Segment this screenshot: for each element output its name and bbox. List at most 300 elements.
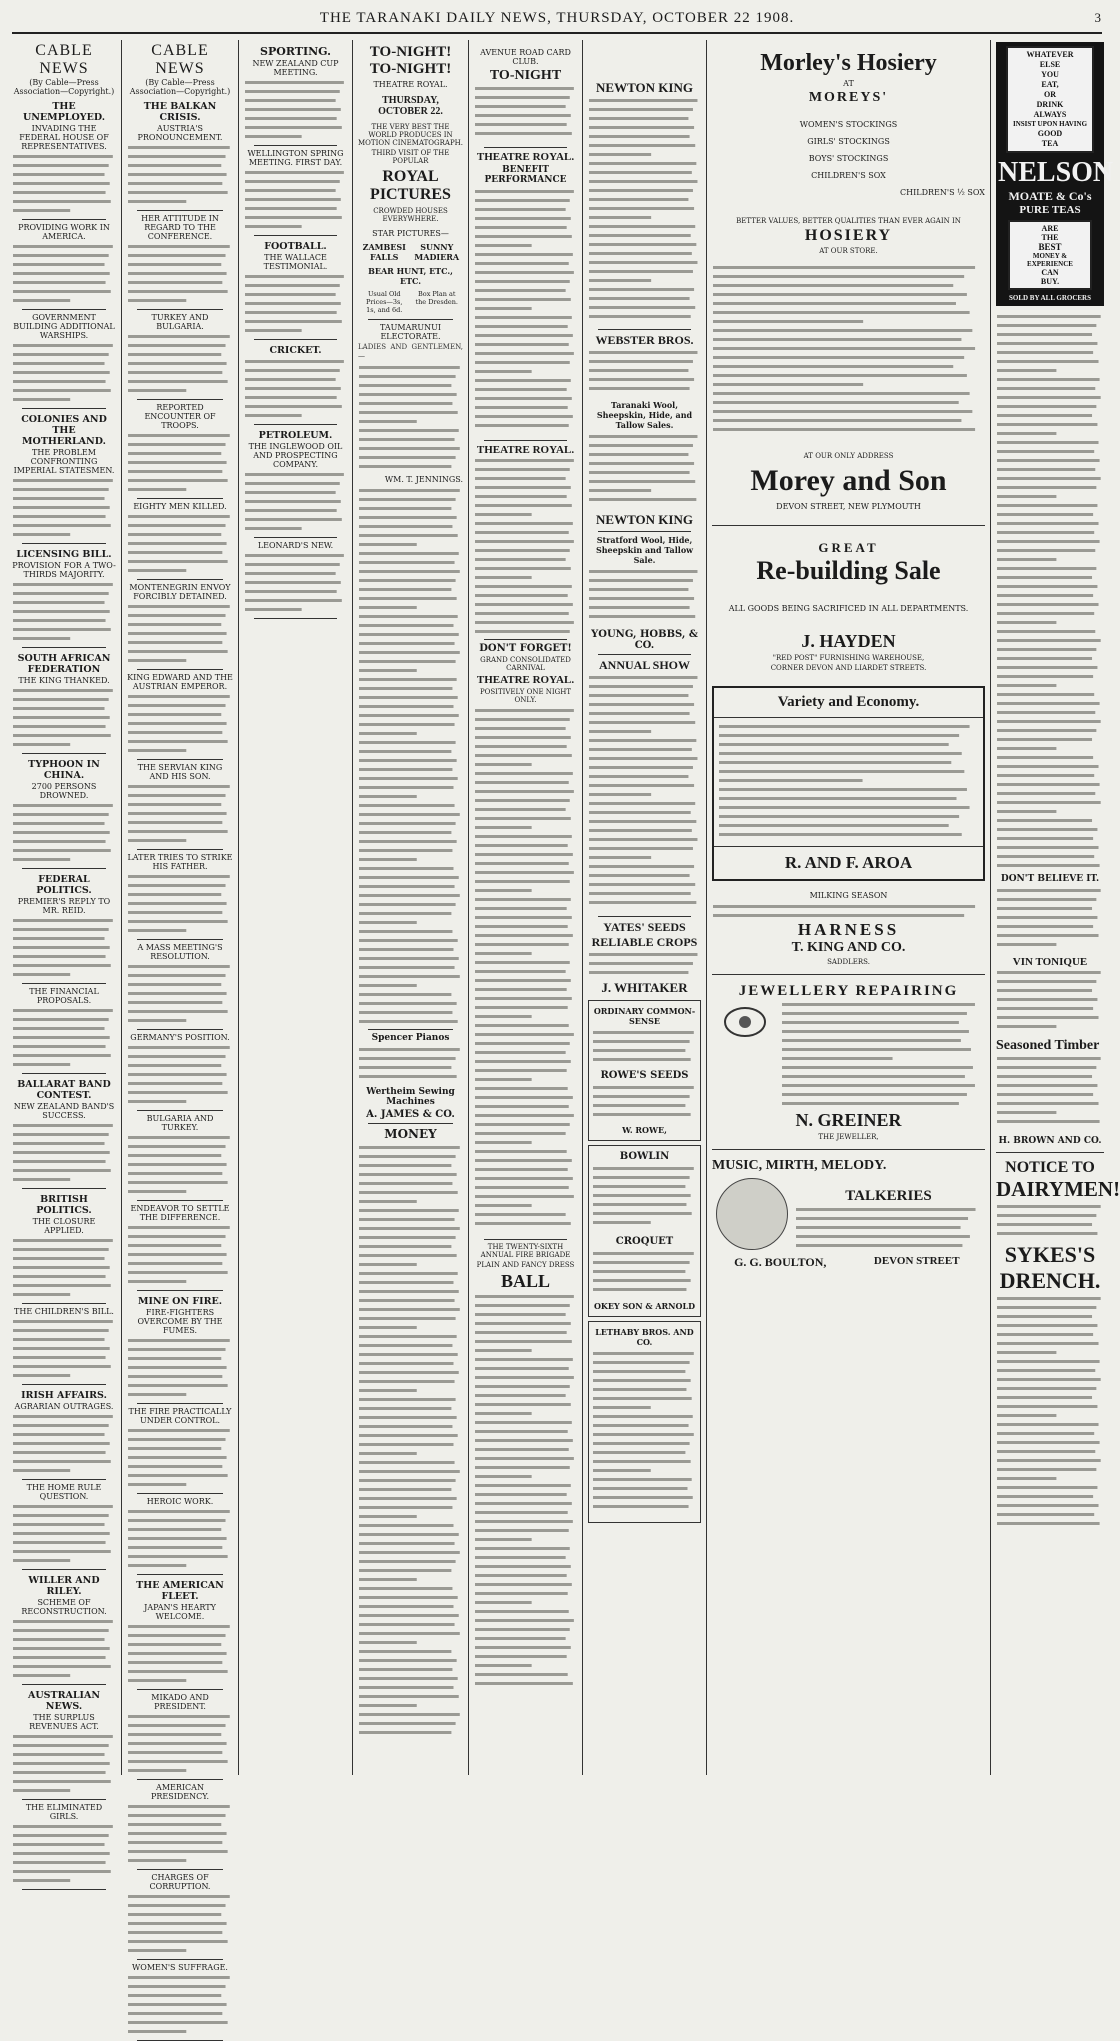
- filler-text: [358, 1143, 463, 1743]
- whatever-text: OR: [1044, 90, 1056, 99]
- article-body: [12, 1502, 116, 1566]
- text-texture: [592, 1164, 697, 1234]
- text-texture: [996, 312, 1104, 872]
- article-body: [12, 1822, 116, 1886]
- filler-text: [996, 1054, 1104, 1134]
- money-heading: MONEY: [384, 1127, 437, 1141]
- section-rule: [137, 759, 223, 760]
- jewellery-body: [712, 1000, 985, 1110]
- section-subheading: JAPAN'S HEARTY WELCOME.: [144, 1603, 216, 1621]
- reliable-crops: RELIABLE CROPS: [591, 935, 698, 949]
- article-body: [12, 686, 116, 750]
- corner-devon: CORNER DEVON AND LIARDET STREETS.: [770, 664, 927, 672]
- section-subheading: LEONARD'S NEW.: [257, 541, 334, 550]
- section-subheading: FIRE-FIGHTERS OVERCOME BY THE FUMES.: [137, 1308, 223, 1335]
- text-texture: [127, 602, 233, 666]
- spencer-pianos: Spencer Pianos: [371, 1033, 450, 1043]
- article-body: [127, 1507, 233, 1571]
- moreys: MOREYS': [808, 90, 889, 105]
- best-text: ARE: [1041, 224, 1059, 233]
- section-rule: [254, 424, 337, 425]
- section-subheading: ENDEAVOR TO SETTLE THE DIFFERENCE.: [130, 1204, 230, 1222]
- filler-text: [795, 1205, 982, 1255]
- text-texture: [127, 962, 233, 1026]
- text-texture: [996, 886, 1104, 956]
- article-body: [127, 782, 233, 846]
- column-header: CABLE NEWS: [35, 42, 93, 77]
- text-texture: [12, 1732, 116, 1796]
- filler-text: [474, 1292, 577, 1692]
- section-subheading: THE INGLEWOOD OIL AND PROSPECTING COMPANY.: [248, 442, 343, 469]
- ball-heading: BALL: [500, 1271, 551, 1291]
- section-rule: [22, 1889, 106, 1890]
- nelson-brand: NELSON: [998, 157, 1114, 188]
- best-box: [1008, 220, 1092, 290]
- section-rule: [22, 1479, 106, 1480]
- section-heading: TYPHOON IN CHINA.: [28, 759, 100, 781]
- text-texture: [127, 1223, 233, 1287]
- red-post: "RED POST" FURNISHING WAREHOUSE,: [772, 654, 925, 662]
- all-goods: ALL GOODS BEING SACRIFICED IN ALL DEPARTMENTS.: [728, 604, 969, 613]
- boulton: G. G. BOULTON,: [734, 1255, 827, 1269]
- filler-text: [588, 432, 701, 512]
- whatever-text: ELSE: [1039, 60, 1061, 69]
- section-subheading: PROVIDING WORK IN AMERICA.: [18, 223, 110, 241]
- hosiery-heading: HOSIERY: [804, 227, 893, 244]
- filler-text: [996, 1294, 1104, 1534]
- whatever-text: WHATEVER: [1026, 50, 1074, 59]
- text-texture: [781, 1000, 982, 1110]
- article-body: [12, 580, 116, 644]
- filler-text: [712, 902, 985, 920]
- article-body: [127, 602, 233, 666]
- whatever-text: ALWAYS: [1033, 110, 1067, 119]
- masthead: [12, 10, 1102, 34]
- t-king-and-co: T. KING AND CO.: [791, 940, 906, 955]
- section-rule: [22, 868, 106, 869]
- section-rule: [22, 1684, 106, 1685]
- tonight-text: TO-NIGHT: [489, 68, 562, 83]
- section-rule: [22, 408, 106, 409]
- annual-show: ANNUAL SHOW: [598, 658, 690, 672]
- filler-text: [588, 96, 701, 326]
- picture-item: BEAR HUNT, ETC., ETC.: [368, 266, 453, 286]
- filler-text: [358, 486, 463, 1026]
- section-rule: [22, 647, 106, 648]
- section-subheading: THE SURPLUS REVENUES ACT.: [29, 1713, 99, 1731]
- article-body: [127, 1622, 233, 1686]
- section-rule: [137, 210, 223, 211]
- text-texture: [358, 486, 463, 1026]
- section-rule: [22, 309, 106, 310]
- section-subheading: PROVISION FOR A TWO-THIRDS MAJORITY.: [12, 561, 116, 579]
- newton-king: NEWTON KING: [596, 512, 693, 527]
- text-texture: [12, 341, 116, 405]
- box-plan: Box Plan at the Dresden.: [415, 290, 458, 306]
- column-entertainments: [470, 40, 581, 1775]
- the-jeweller: THE JEWELLER,: [818, 1133, 879, 1141]
- section-subheading: CHARGES OF CORRUPTION.: [149, 1873, 211, 1891]
- text-texture: [358, 363, 463, 473]
- text-texture: [358, 1143, 463, 1743]
- column-rule: [990, 40, 991, 1775]
- filler-text: [592, 1164, 697, 1234]
- pure-teas: PURE TEAS: [1019, 204, 1081, 216]
- text-texture: [358, 1045, 463, 1085]
- lethaby-ad: [588, 1321, 701, 1523]
- saddlers: SADDLERS.: [827, 958, 870, 966]
- text-texture: [12, 1236, 116, 1300]
- section-heading: FEDERAL POLITICS.: [36, 874, 92, 896]
- article-body: [127, 1043, 233, 1107]
- avenue-card-club: AVENUE ROAD CARD CLUB.: [480, 48, 571, 66]
- hosiery-item: WOMEN'S STOCKINGS: [799, 120, 898, 129]
- text-texture: [12, 1502, 116, 1566]
- section-rule: [137, 1574, 223, 1575]
- talkeries-body: [712, 1174, 985, 1255]
- section-heading: THE UNEMPLOYED.: [22, 101, 106, 123]
- webster-bros: WEBSTER BROS.: [595, 333, 694, 347]
- picture-list: [358, 240, 463, 264]
- article-body: [127, 1133, 233, 1197]
- newton-king: NEWTON KING: [596, 80, 693, 95]
- column-cable-news-1: [8, 40, 120, 1821]
- section-rule: [22, 1569, 106, 1570]
- yates-seeds: YATES' SEEDS: [603, 920, 686, 934]
- filler-text: [592, 1083, 697, 1123]
- column-rule: [238, 40, 239, 1775]
- article-body: [244, 78, 347, 142]
- filler-text: [588, 950, 701, 980]
- great-text: GREAT: [818, 540, 879, 555]
- column-rule: [468, 40, 469, 1775]
- text-texture: [244, 168, 347, 232]
- text-texture: [996, 1294, 1104, 1534]
- text-texture: [127, 242, 233, 306]
- vin-tonique: VIN TONIQUE: [1012, 956, 1088, 968]
- drench: DRENCH.: [999, 1268, 1101, 1293]
- ball-subtitle: PLAIN AND FANCY DRESS: [476, 1261, 575, 1269]
- section-heading: FOOTBALL.: [264, 241, 327, 252]
- picture-item: SUNNY MADIERA: [414, 242, 460, 262]
- filler-text: [714, 718, 983, 846]
- section-rule: [22, 543, 106, 544]
- price-list: [712, 263, 985, 438]
- whatever-text: INSIST UPON HAVING: [1012, 120, 1088, 128]
- talkeries: TALKERIES: [845, 1188, 932, 1204]
- text-texture: [12, 580, 116, 644]
- section-subheading: HEROIC WORK.: [146, 1497, 214, 1506]
- article-body: [244, 551, 347, 615]
- section-subheading: A MASS MEETING'S RESOLUTION.: [137, 943, 223, 961]
- theatre-royal: THEATRE ROYAL.: [476, 674, 575, 686]
- filler-text: [588, 673, 701, 913]
- section-subheading: AGRARIAN OUTRAGES.: [14, 1402, 114, 1411]
- harness: HARNESS: [797, 920, 900, 939]
- text-texture: [588, 950, 701, 980]
- section-rule: [22, 219, 106, 220]
- section-subheading: GERMANY'S POSITION.: [130, 1033, 230, 1042]
- young-hobbs: YOUNG, HOBBS, & CO.: [591, 629, 698, 651]
- section-subheading: MONTENEGRIN ENVOY FORCIBLY DETAINED.: [129, 583, 231, 601]
- theatre-royal: THEATRE ROYAL.: [476, 151, 575, 163]
- text-texture: [996, 1054, 1104, 1134]
- section-rule: [137, 1779, 223, 1780]
- text-texture: [12, 152, 116, 216]
- article-body: [12, 1006, 116, 1070]
- fire-brigade: THE TWENTY-SIXTH ANNUAL FIRE BRIGADE: [480, 1243, 571, 1259]
- section-heading: THE AMERICAN FLEET.: [136, 1580, 224, 1602]
- text-texture: [12, 476, 116, 540]
- section-subheading: THE KING THANKED.: [18, 676, 110, 685]
- dont-forget: DON'T FORGET!: [479, 643, 572, 654]
- tonight-headline: TO-NIGHT! TO-NIGHT!: [369, 44, 452, 77]
- section-rule: [137, 1290, 223, 1291]
- text-texture: [474, 706, 577, 1236]
- section-rule: [137, 669, 223, 670]
- section-heading: SOUTH AFRICAN FEDERATION: [17, 653, 111, 675]
- filler-text: [778, 1000, 985, 1110]
- filler-text: [474, 706, 577, 1236]
- section-subheading: AUSTRIA'S PRONOUNCEMENT.: [137, 124, 223, 142]
- text-texture: [244, 470, 347, 534]
- section-subheading: 2700 PERSONS DROWNED.: [31, 782, 97, 800]
- text-texture: [127, 692, 233, 756]
- text-texture: [127, 431, 233, 495]
- article-body: [12, 1236, 116, 1300]
- section-subheading: THE CHILDREN'S BILL.: [14, 1307, 114, 1316]
- text-texture: [588, 348, 701, 398]
- article-body: [127, 1892, 233, 1956]
- section-subheading: EIGHTY MEN KILLED.: [133, 502, 227, 511]
- section-heading: CRICKET.: [269, 345, 322, 356]
- column-theatre-ads: [354, 40, 467, 1775]
- text-texture: [127, 1712, 233, 1776]
- column-header: CABLE NEWS: [151, 42, 209, 77]
- section-subheading: NEW ZEALAND CUP MEETING.: [252, 59, 339, 77]
- aroa-name: R. AND F. AROA: [714, 846, 983, 879]
- article-body: [244, 470, 347, 534]
- text-texture: [588, 432, 701, 512]
- filler-text: [592, 1349, 697, 1519]
- at-our-store: AT OUR STORE.: [819, 247, 878, 255]
- masthead-title: THE TARANAKI DAILY NEWS, THURSDAY, OCTOBER 22 1908.: [319, 10, 795, 26]
- theatre-royal: THEATRE ROYAL.: [476, 444, 575, 456]
- james-and-co: A. JAMES & CO.: [366, 1109, 455, 1120]
- section-rule: [137, 1493, 223, 1494]
- edison-portrait: [712, 1174, 792, 1255]
- section-subheading: REPORTED ENCOUNTER OF TROOPS.: [144, 403, 216, 430]
- article-body: [12, 341, 116, 405]
- text-texture: [12, 1412, 116, 1476]
- article-body: [12, 1732, 116, 1796]
- filler-text: [996, 1202, 1104, 1242]
- best-text: THE: [1041, 233, 1059, 242]
- greiner: N. GREINER: [795, 1110, 902, 1130]
- article-body: [127, 1802, 233, 1866]
- filler-text: [996, 886, 1104, 956]
- notice-to: NOTICE TO: [1005, 1159, 1095, 1176]
- crowds-text: CROWDED HOUSES EVERYWHERE.: [373, 207, 448, 223]
- small-ads: [996, 312, 1104, 872]
- at-text: AT: [843, 79, 854, 88]
- column-rule: [706, 40, 707, 1775]
- text-texture: [12, 1006, 116, 1070]
- section-subheading: GOVERNMENT BUILDING ADDITIONAL WARSHIPS.: [13, 313, 115, 340]
- section-heading: AUSTRALIAN NEWS.: [27, 1690, 101, 1712]
- text-texture: [127, 872, 233, 936]
- article-body: [244, 168, 347, 232]
- rowes-seeds: ROWE'S SEEDS: [600, 1070, 689, 1081]
- hosiery-list: [712, 120, 985, 197]
- section-rule: [137, 309, 223, 310]
- text-texture: [588, 96, 701, 326]
- text-texture: [127, 512, 233, 576]
- moate-co: MOATE & Co's: [1008, 189, 1092, 203]
- column-cable-news-2: [123, 40, 237, 1972]
- text-texture: [12, 1317, 116, 1381]
- royal-pictures: ROYAL PICTURES: [370, 168, 451, 203]
- text-texture: [795, 1205, 982, 1255]
- benefit-performance: BENEFIT PERFORMANCE: [484, 165, 567, 185]
- section-subheading: THE FINANCIAL PROPOSALS.: [29, 987, 99, 1005]
- variety-economy: Variety and Economy.: [714, 688, 983, 718]
- better-values: BETTER VALUES, BETTER QUALITIES THAN EVER AGAIN IN: [736, 217, 961, 225]
- morleys-hosiery: Morley's Hosiery: [760, 50, 937, 76]
- column-sporting: [240, 40, 351, 1775]
- prices-row: [358, 288, 463, 316]
- column-right-ads: [992, 40, 1120, 1775]
- section-rule: [137, 1869, 223, 1870]
- filler-text: [474, 456, 577, 636]
- section-rule: [254, 339, 337, 340]
- whatever-box: [1006, 46, 1094, 153]
- section-rule: [137, 1403, 223, 1404]
- ordinary-common-sense: ORDINARY COMMON-SENSE: [593, 1006, 696, 1026]
- article-body: [127, 1712, 233, 1776]
- article-body: [12, 1121, 116, 1185]
- croquet-heading: CROQUET: [615, 1236, 674, 1247]
- text-texture: [592, 1349, 697, 1519]
- text-texture: [474, 1292, 577, 1692]
- bowling-ad: [588, 1145, 701, 1317]
- section-subheading: KING EDWARD AND THE AUSTRIAN EMPEROR.: [127, 673, 233, 691]
- section-rule: [254, 235, 337, 236]
- page-number: 3: [1094, 10, 1102, 25]
- hosiery-item: BOYS' STOCKINGS: [808, 154, 889, 163]
- text-texture: [127, 1973, 233, 2037]
- milking-season: MILKING SEASON: [809, 891, 888, 900]
- devon-street: DEVON STREET, NEW PLYMOUTH: [776, 502, 921, 511]
- section-rule: [22, 753, 106, 754]
- filler-text: [592, 1028, 697, 1068]
- dont-believe-it: DON'T BELIEVE IT.: [1000, 874, 1100, 884]
- devon-street-2: DEVON STREET: [873, 1255, 960, 1267]
- article-body: [127, 1426, 233, 1490]
- article-body: [12, 152, 116, 216]
- section-rule: [137, 579, 223, 580]
- whatever-text: GOOD: [1037, 129, 1063, 138]
- sold-by-grocers: SOLD BY ALL GROCERS: [1008, 294, 1091, 302]
- article-body: [127, 962, 233, 1026]
- show-date: THURSDAY, OCTOBER 22.: [378, 95, 443, 117]
- okey-son-arnold: OKEY SON & ARNOLD: [593, 1301, 696, 1311]
- section-subheading: WELLINGTON SPRING MEETING. FIRST DAY.: [247, 149, 344, 167]
- filler-text: [592, 1249, 697, 1299]
- wertheim-machines: Wertheim Sewing Machines: [366, 1087, 455, 1107]
- column-stock-sales: [584, 40, 705, 1775]
- text-texture: [244, 272, 347, 336]
- section-subheading: THE WALLACE TESTIMONIAL.: [263, 253, 328, 271]
- text-texture: [712, 902, 985, 920]
- text-texture: [474, 187, 577, 437]
- stratford-sale: Stratford Wool, Hide, Sheepskin and Tallow Sale.: [595, 535, 694, 565]
- filler-text: [358, 363, 463, 473]
- hayden: J. HAYDEN: [801, 631, 896, 651]
- article-body: [127, 1223, 233, 1287]
- section-rule: [137, 1689, 223, 1690]
- section-subheading: PREMIER'S REPLY TO MR. REID.: [17, 897, 111, 915]
- text-texture: [474, 456, 577, 636]
- section-heading: MINE ON FIRE.: [137, 1296, 223, 1307]
- text-texture: [12, 1617, 116, 1681]
- text-texture: [996, 968, 1104, 1038]
- brooch-icon: [715, 1000, 775, 1045]
- whatever-text: DRINK: [1036, 100, 1064, 109]
- text-texture: [592, 1083, 697, 1123]
- article-body: [127, 1973, 233, 2037]
- theatre-name: THEATRE ROYAL.: [373, 80, 448, 89]
- hosiery-item: CHILDREN'S ½ SOX: [900, 188, 985, 197]
- article-body: [12, 1317, 116, 1381]
- ladies-gentlemen: LADIES AND GENTLEMEN,—: [358, 343, 463, 360]
- best-text: BEST: [1038, 242, 1062, 252]
- column-subheader: (By Cable—Press Association—Copyright.): [13, 78, 115, 96]
- hosiery-item: GIRLS' STOCKINGS: [807, 137, 890, 146]
- article-body: [244, 357, 347, 421]
- dairymen: DAIRYMEN!: [996, 1177, 1120, 1201]
- text-texture: [12, 242, 116, 306]
- article-body: [127, 872, 233, 936]
- edison-portrait-icon: [716, 1178, 788, 1250]
- filler-text: [474, 84, 577, 144]
- filler-text: [996, 968, 1104, 1038]
- filler-text: [358, 1045, 463, 1085]
- section-rule: [22, 1799, 106, 1800]
- nelson-tea-ad: [996, 42, 1114, 306]
- text-texture: [712, 263, 985, 438]
- morey-and-son: Morey and Son: [750, 464, 947, 497]
- rowes-seeds-ad: [588, 1000, 701, 1141]
- music-mirth-melody: MUSIC, MIRTH, MELODY.: [712, 1158, 887, 1173]
- text-texture: [127, 1802, 233, 1866]
- section-rule: [22, 1303, 106, 1304]
- article-body: [244, 272, 347, 336]
- rebuilding-sale: Re-building Sale: [756, 556, 941, 585]
- talkeries-text: [792, 1174, 985, 1255]
- best-text: MONEY & EXPERIENCE: [1027, 252, 1073, 268]
- section-heading: IRISH AFFAIRS.: [21, 1390, 107, 1401]
- text-texture: [127, 143, 233, 207]
- text-texture: [592, 1249, 697, 1299]
- jewellery-repairing: JEWELLERY REPAIRING: [738, 983, 959, 999]
- article-body: [12, 801, 116, 865]
- section-subheading: THE ELIMINATED GIRLS.: [25, 1803, 103, 1821]
- text-texture: [12, 1822, 116, 1886]
- column-subheader: (By Cable—Press Association—Copyright.): [129, 78, 231, 96]
- section-heading: THE BALKAN CRISIS.: [143, 101, 217, 123]
- column-display-ads: [708, 40, 989, 1775]
